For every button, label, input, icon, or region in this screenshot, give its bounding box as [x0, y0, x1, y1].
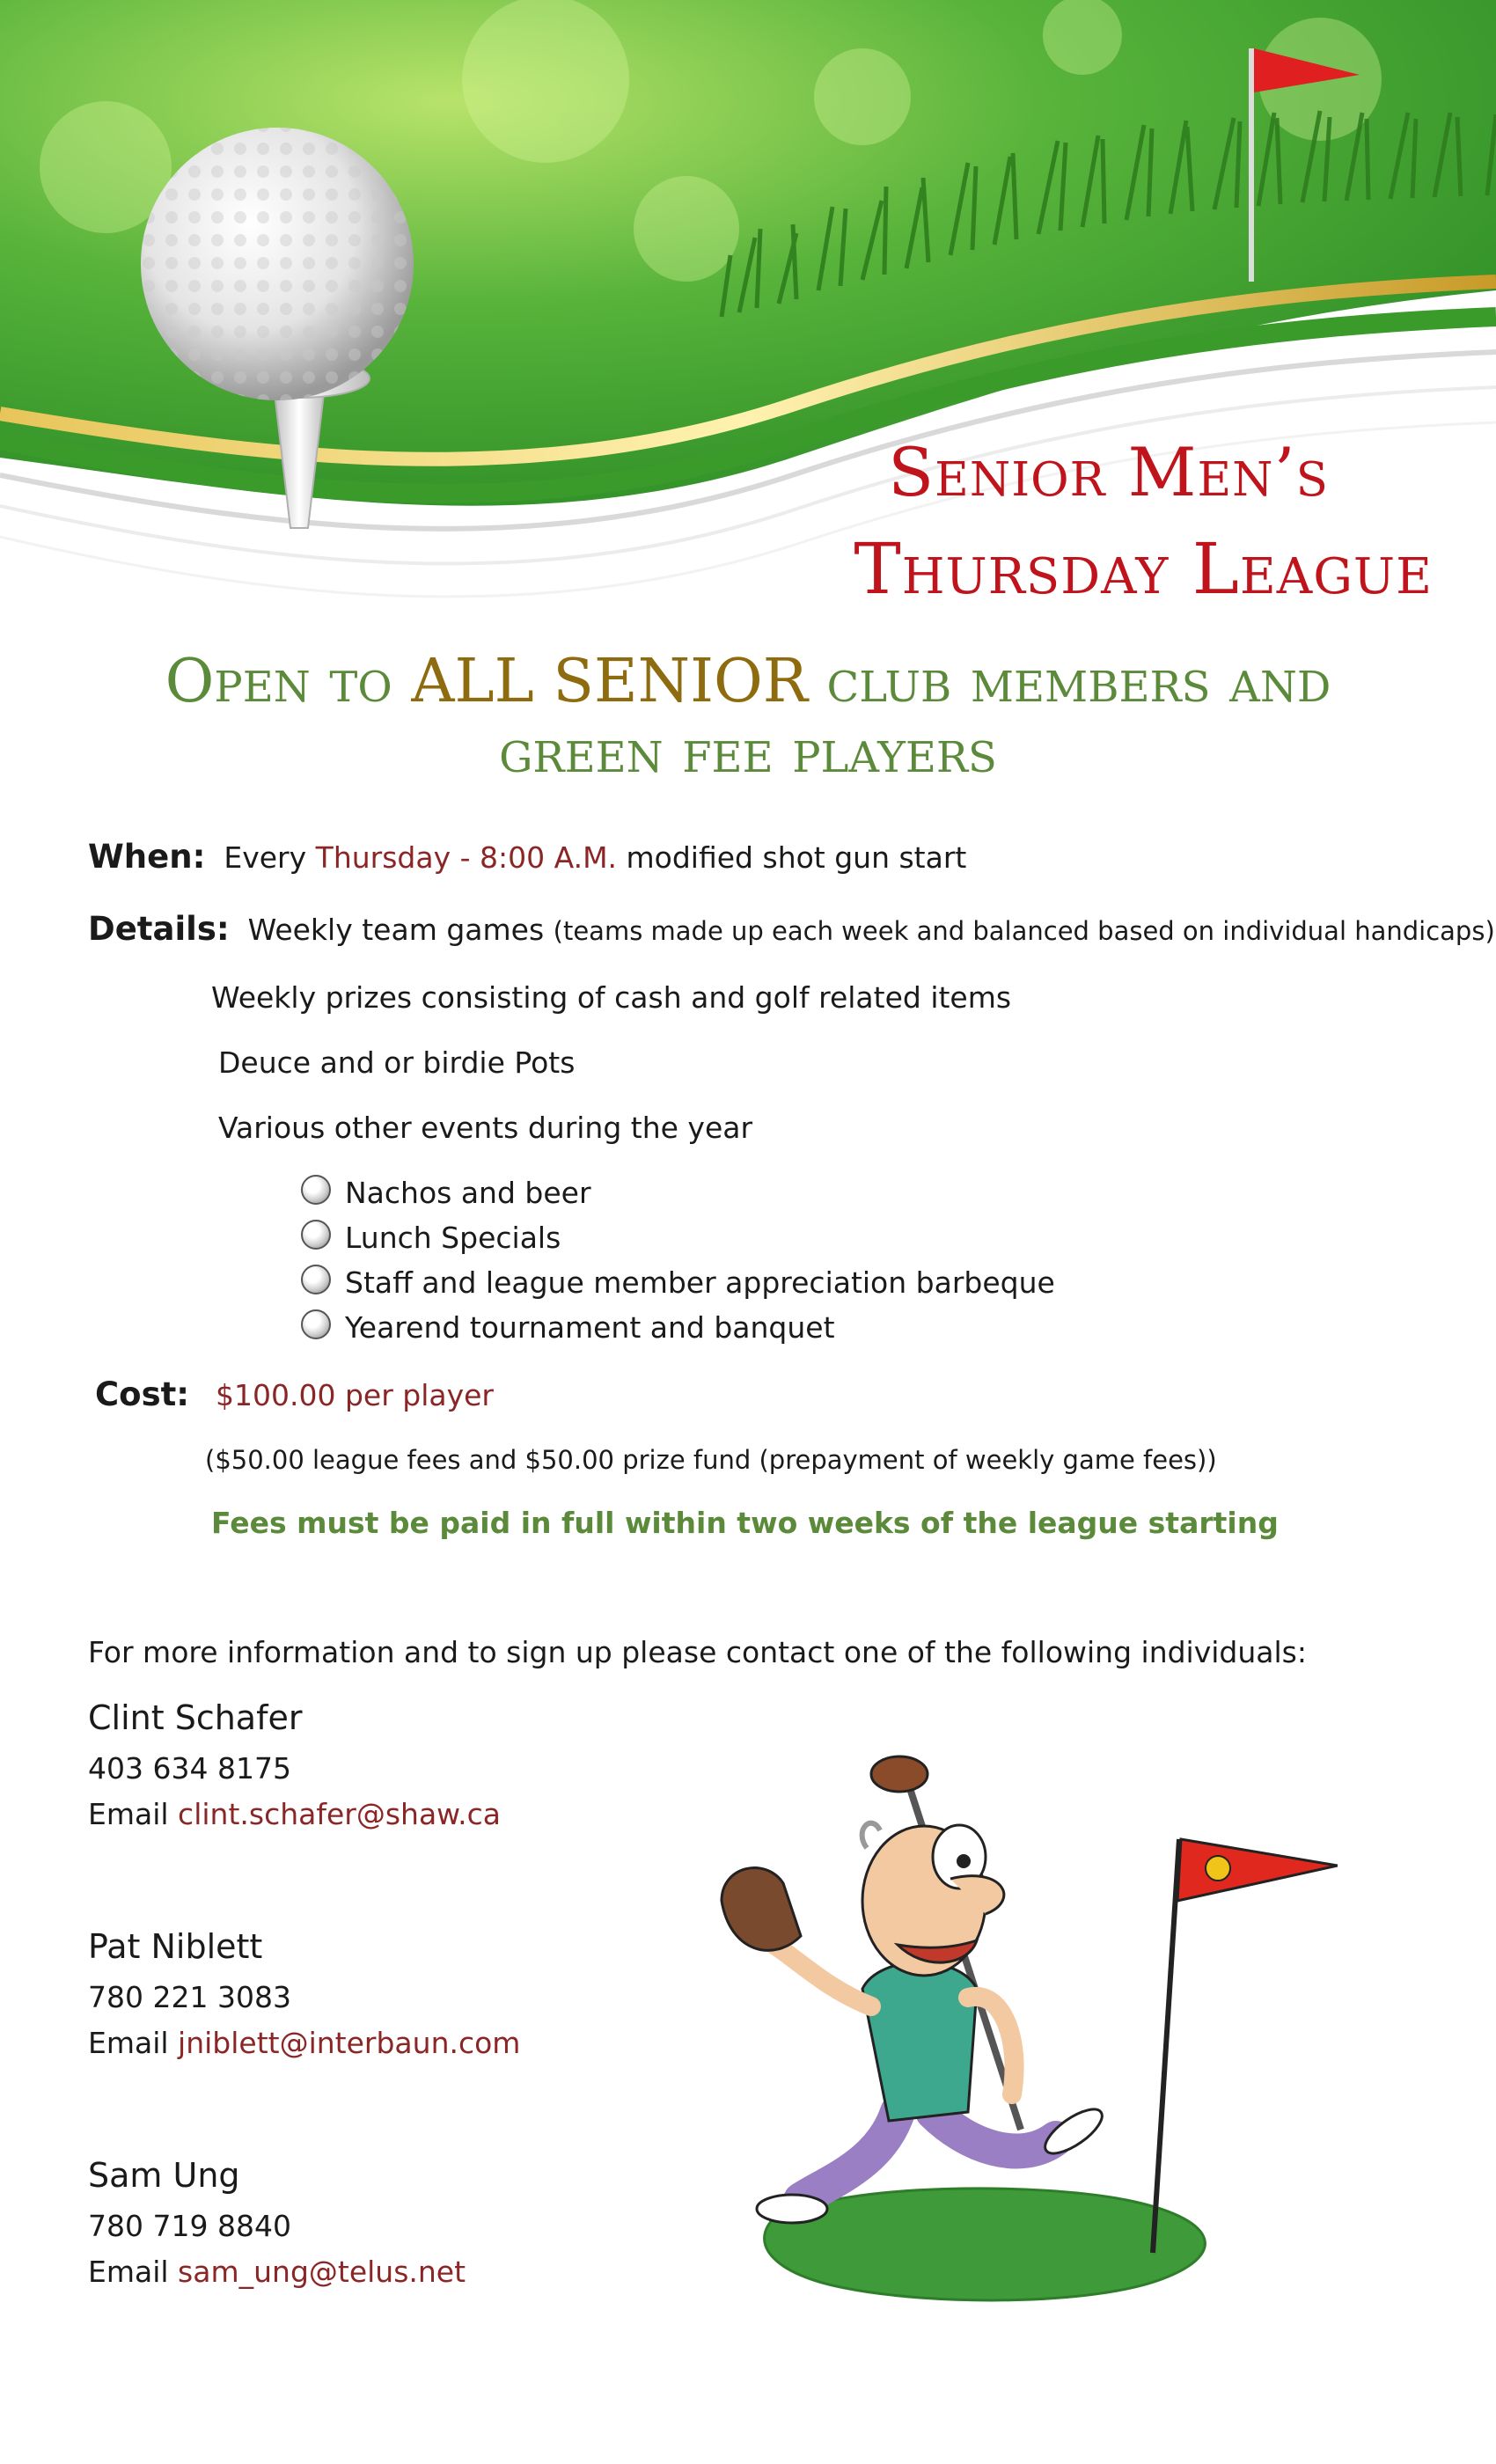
cartoon-golfer-illustration [669, 1725, 1338, 2341]
details-line-1: Weekly team games [247, 913, 545, 947]
cost-price: $100.00 per player [216, 1378, 494, 1412]
contact-email-link[interactable]: jniblett@interbaun.com [178, 2026, 521, 2060]
contact-email-row: Email clint.schafer@shaw.ca [88, 1797, 501, 1831]
details-line-4: Various other events during the year [218, 1111, 753, 1145]
payment-notice: Fees must be paid in full within two weeks of the league starting [211, 1506, 1279, 1540]
contact-name: Pat Niblett [88, 1927, 263, 1966]
details-line-1-note: (teams made up each week and balanced based on individual handicaps) [553, 916, 1495, 946]
contact-phone: 780 719 8840 [88, 2209, 291, 2243]
details-row [88, 910, 1495, 948]
golf-ball-bullet-icon [301, 1175, 331, 1205]
title-line-2: Thursday League [854, 528, 1433, 610]
details-line-2: Weekly prizes consisting of cash and golf related items [211, 980, 1012, 1015]
contact-email-row: Email jniblett@interbaun.com [88, 2026, 521, 2060]
when-row: When: Every Thursday - 8:00 A.M. modified shot gun start [88, 838, 967, 876]
cost-breakdown: ($50.00 league fees and $50.00 prize fund (prepayment of weekly game fees)) [205, 1445, 1217, 1475]
contact-intro: For more information and to sign up please contact one of the following individuals: [88, 1635, 1307, 1669]
cost-label: Cost: [95, 1375, 190, 1413]
title-line-1: Senior Men’s [888, 433, 1329, 511]
contact-name: Clint Schafer [88, 1698, 303, 1737]
contact-phone: 403 634 8175 [88, 1751, 291, 1786]
subtitle-line-2: green fee players [499, 717, 997, 787]
contact-name: Sam Ung [88, 2156, 240, 2195]
event-item: Lunch Specials [345, 1221, 561, 1255]
subtitle-highlight: ALL SENIOR [411, 647, 808, 716]
golf-ball-bullet-icon [301, 1220, 331, 1250]
event-item: Staff and league member appreciation barbeque [345, 1265, 1055, 1300]
event-item: Yearend tournament and banquet [345, 1310, 835, 1345]
details-label: Details: [88, 910, 230, 948]
contact-email-link[interactable]: sam_ung@telus.net [178, 2255, 466, 2289]
details-line-3: Deuce and or birdie Pots [218, 1045, 576, 1080]
golf-ball-bullet-icon [301, 1309, 331, 1339]
event-item: Nachos and beer [345, 1176, 591, 1210]
golf-ball-bullet-icon [301, 1265, 331, 1294]
subtitle-line-1: Open to ALL SENIOR club members and [165, 647, 1331, 716]
contact-email-row: Email sam_ung@telus.net [88, 2255, 466, 2289]
contact-email-link[interactable]: clint.schafer@shaw.ca [178, 1797, 501, 1831]
when-time: Thursday - 8:00 A.M. [315, 840, 618, 875]
when-label: When: [88, 838, 206, 876]
contact-phone: 780 221 3083 [88, 1980, 291, 2014]
